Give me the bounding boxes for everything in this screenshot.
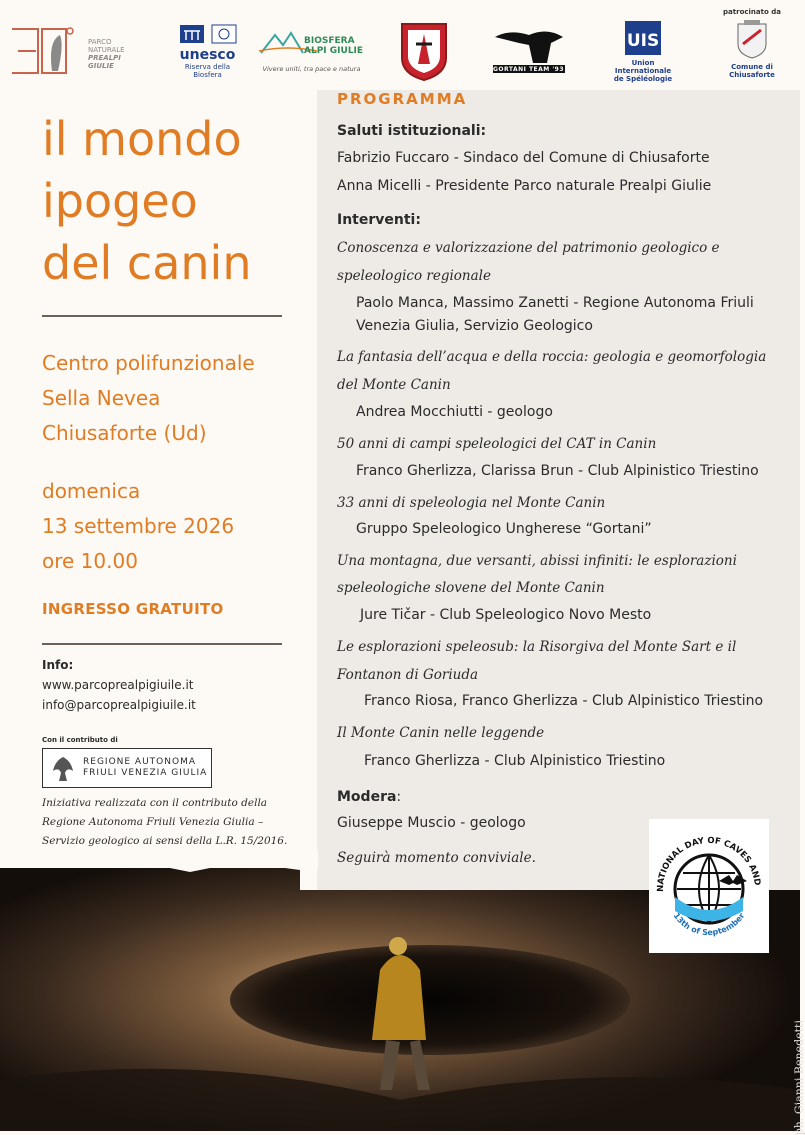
region-name: REGIONE AUTONOMA FRIULI VENEZIA GIULIA — [83, 757, 208, 778]
event-title: il mondo ipogeo del canin — [42, 112, 252, 290]
uis-mark-icon — [623, 19, 663, 57]
patrocinato-label: patrocinato da — [723, 7, 781, 16]
talk-title: 33 anni di speleologia nel Monte Canin — [337, 495, 606, 511]
biosfera-logo — [254, 12, 369, 90]
divider — [42, 643, 282, 645]
svg-text:INTERNATIONAL DAY OF CAVES AND: NATIONAL DAY OF CAVES AND — [655, 835, 762, 892]
moderator-label: Modera: — [337, 789, 402, 805]
funding-disclaimer: Iniziativa realizzata con il contributo della Regione Autonoma Friuli Venezia Giulia – Servizio geologico ai sensi della L.R. 15/2016. — [42, 797, 288, 847]
talk-title: Il Monte Canin nelle leggende — [337, 725, 545, 741]
unesco-sub: Riserva della Biosfera — [184, 63, 231, 79]
svg-text:UIS: UIS — [626, 31, 660, 51]
paper-edge — [0, 850, 318, 868]
uis-text: Union Internationale de Spéléologie — [613, 59, 673, 83]
divider — [42, 315, 282, 317]
speaker-line: Gruppo Speleologico Ungherese “Gortani” — [356, 521, 652, 537]
talk-title: Una montagna, due versanti, abissi infiniti: le esplorazioni — [337, 553, 737, 569]
speaker-line: Andrea Mocchiutti - geologo — [356, 404, 553, 420]
talk-title: Conoscenza e valorizzazione del patrimonio geologico e — [337, 240, 720, 256]
region-logo — [42, 748, 212, 788]
caves-day-badge — [649, 819, 769, 953]
unesco-logo — [170, 12, 245, 90]
club-crest-logo — [394, 12, 454, 90]
comune-shield-icon — [735, 20, 769, 60]
parco-logo — [8, 12, 138, 90]
talk-title: del Monte Canin — [337, 377, 451, 393]
speaker-line: Franco Gherlizza - Club Alpinistico Triestino — [364, 753, 666, 769]
speaker-line: Fabrizio Fuccaro - Sindaco del Comune di Chiusaforte — [337, 150, 710, 166]
biosfera-tagline: Vivere uniti, tra pace e natura — [262, 65, 361, 73]
contrib-label: Con il contributo di — [42, 736, 118, 744]
talk-title: Fontanon di Goriuda — [337, 667, 479, 683]
saluti-label: Saluti istituzionali: — [337, 123, 487, 139]
moderator-name: Giuseppe Muscio - geologo — [337, 815, 526, 831]
speaker-line: Anna Micelli - Presidente Parco naturale Prealpi Giulie — [337, 178, 712, 194]
email-link[interactable]: info@parcoprealpigiuile.it — [42, 698, 196, 712]
crest-icon — [398, 20, 450, 82]
speaker-line: Franco Gherlizza, Clarissa Brun - Club Alpinistico Triestino — [356, 463, 759, 479]
talk-title: speleologiche slovene del Monte Canin — [337, 580, 605, 596]
comune-name: Comune di Chiusaforte — [729, 62, 775, 79]
eagle-icon — [49, 753, 77, 783]
globe-bat-icon — [649, 819, 769, 953]
biosfera-title: BIOSFERA ALPI GIULIE — [304, 36, 364, 56]
talk-title: La fantasia dell’acqua e della roccia: geologia e geomorfologia — [337, 349, 767, 365]
uis-logo — [603, 12, 683, 90]
gortani-text: GORTANI TEAM '93 — [492, 66, 565, 73]
speaker-line: Paolo Manca, Massimo Zanetti - Regione Autonoma Friuli — [356, 295, 754, 311]
talk-title: Le esplorazioni speleosub: la Risorgiva del Monte Sart e il — [337, 639, 737, 655]
photo-credit: ph. Gianni Benedetti — [792, 1020, 805, 1135]
program-heading: PROGRAMMA — [337, 90, 468, 108]
speaker-line: Jure Tičar - Club Speleologico Novo Mesto — [360, 607, 652, 623]
comune-logo — [712, 4, 792, 82]
info-block — [42, 655, 196, 715]
speaker-line: Franco Riosa, Franco Gherlizza - Club Alpinistico Triestino — [364, 693, 764, 709]
unesco-name: unesco — [179, 47, 236, 63]
interventi-label: Interventi: — [337, 212, 421, 228]
talk-title: speleologico regionale — [337, 268, 491, 284]
info-label: Info: — [42, 658, 74, 672]
website-link[interactable]: www.parcoprealpigiuile.it — [42, 678, 194, 692]
speaker-line: Venezia Giulia, Servizio Geologico — [356, 318, 593, 334]
talk-title: 50 anni di campi speleologici del CAT in Canin — [337, 436, 657, 452]
free-entry-label: INGRESSO GRATUITO — [42, 600, 224, 618]
closing-note: Seguirà momento conviviale. — [337, 850, 536, 866]
venue: Centro polifunzionale Sella Nevea Chiusaforte (Ud) — [42, 351, 255, 445]
svg-text:13th of September: 13th of September — [671, 911, 747, 938]
event-date: domenica 13 settembre 2026 ore 10.00 — [42, 479, 235, 573]
parco-logo-text: PARCO NATURALE PREALPI GIULIE — [88, 38, 125, 70]
gortani-logo — [486, 12, 571, 90]
unesco-temple-icon — [176, 23, 240, 45]
